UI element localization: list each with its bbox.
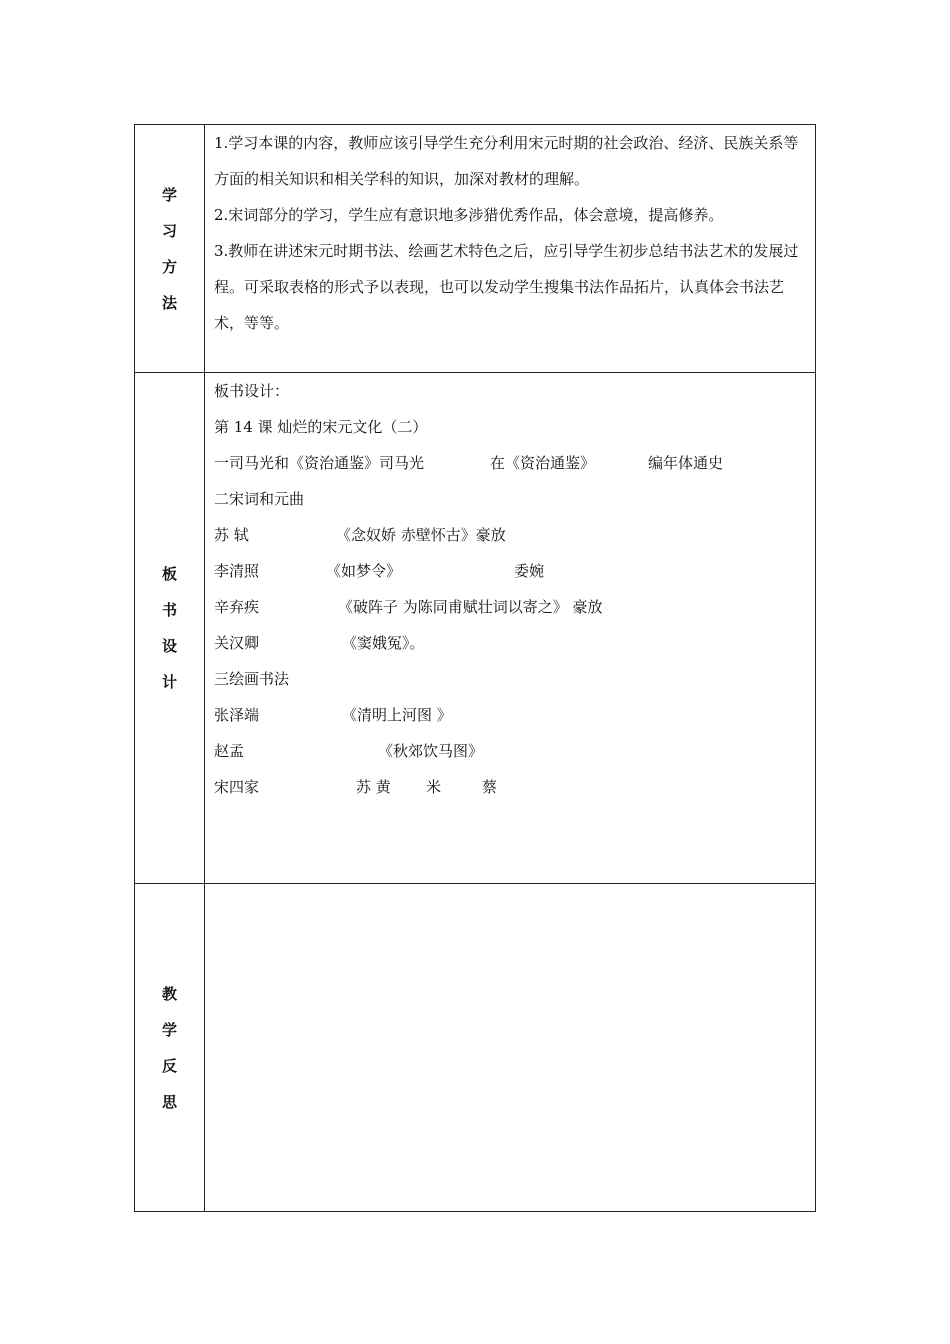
reflection-label-char: 教 — [161, 984, 177, 1003]
reflection-label-char: 思 — [161, 1092, 177, 1111]
lesson-title-text: 第 14 课 灿烂的宋元文化（二） — [214, 418, 428, 436]
methods-label-char: 习 — [161, 221, 177, 240]
board-line-6-b: 《窦娥冤》。 — [342, 634, 425, 652]
board-line-3-b: 《念奴娇 赤壁怀古》豪放 — [336, 526, 506, 544]
board-line-10 — [214, 769, 807, 805]
board-line-9-b: 《秋郊饮马图》 — [378, 742, 484, 760]
board-line-10-d: 蔡 — [482, 778, 498, 796]
methods-label-char: 方 — [161, 257, 177, 276]
board-row — [135, 372, 815, 883]
board-label-char: 计 — [161, 673, 177, 691]
board-line-3-a: 苏 轼 — [214, 526, 249, 544]
reflection-label-char: 学 — [161, 1020, 177, 1039]
board-line-1-b: 在《资治通鉴》 — [490, 454, 596, 472]
methods-paragraph-3: 3.教师在讲述宋元时期书法、绘画艺术特色之后，应引导学生初步总结书法艺术的发展过程。可采取表格的形式予以表现，也可以发动学生搜集书法作品拓片，认真体会书法艺术，等等。 — [214, 242, 799, 332]
board-line-5-a: 辛弃疾 — [214, 598, 260, 616]
board-line-8-a: 张泽端 — [214, 706, 260, 724]
board-line-5 — [214, 589, 807, 625]
reflection-content-cell — [205, 884, 815, 1211]
board-label-cell — [135, 373, 205, 883]
board-line-4 — [214, 553, 807, 589]
board-line-6 — [214, 625, 807, 661]
board-line-7 — [214, 661, 807, 697]
board-content-cell — [205, 373, 815, 883]
reflection-row — [135, 883, 815, 1211]
board-line-8 — [214, 697, 807, 733]
methods-row — [135, 125, 815, 372]
methods-paragraph-1: 1.学习本课的内容，教师应该引导学生充分利用宋元时期的社会政治、经济、民族关系等方面的相关知识和相关学科的知识，加深对教材的理解。 — [214, 134, 799, 188]
board-line-9 — [214, 733, 807, 769]
board-line-10-b: 苏 黄 — [356, 778, 391, 796]
board-line-10-a: 宋四家 — [214, 778, 260, 796]
methods-label-char: 学 — [161, 185, 177, 204]
board-line-1-c: 编年体通史 — [648, 454, 724, 472]
board-line-2 — [214, 481, 807, 517]
board-line-8-b: 《清明上河图 》 — [342, 706, 452, 724]
methods-paragraph-2: 2.宋词部分的学习，学生应有意识地多涉猎优秀作品，体会意境，提高修养。 — [214, 206, 724, 224]
board-line-10-c: 米 — [426, 778, 442, 796]
board-heading — [214, 373, 807, 409]
board-line-1 — [214, 445, 807, 481]
board-line-6-a: 关汉卿 — [214, 634, 260, 652]
lesson-plan-table — [134, 124, 816, 1212]
board-heading-text: 板书设计： — [214, 382, 290, 400]
board-label-char: 板 — [161, 565, 177, 583]
lesson-title — [214, 409, 807, 445]
methods-content-cell — [205, 125, 815, 372]
board-line-9-a: 赵孟 — [214, 742, 245, 760]
board-line-2-text: 二宋词和元曲 — [214, 490, 305, 508]
methods-label-cell — [135, 125, 205, 372]
board-label-char: 书 — [161, 601, 177, 619]
board-label-char: 设 — [161, 637, 177, 655]
board-line-7-text: 三绘画书法 — [214, 670, 290, 688]
board-line-4-b: 《如梦令》 — [326, 562, 402, 580]
board-line-5-b: 《破阵子 为陈同甫赋壮词以寄之》 豪放 — [338, 598, 603, 616]
reflection-label-cell — [135, 884, 205, 1211]
methods-label-char: 法 — [161, 293, 177, 312]
reflection-label-char: 反 — [161, 1056, 177, 1075]
board-line-1-a: 一司马光和《资治通鉴》司马光 — [214, 454, 425, 472]
board-line-4-c: 委婉 — [514, 562, 545, 580]
board-line-3 — [214, 517, 807, 553]
board-line-4-a: 李清照 — [214, 562, 260, 580]
